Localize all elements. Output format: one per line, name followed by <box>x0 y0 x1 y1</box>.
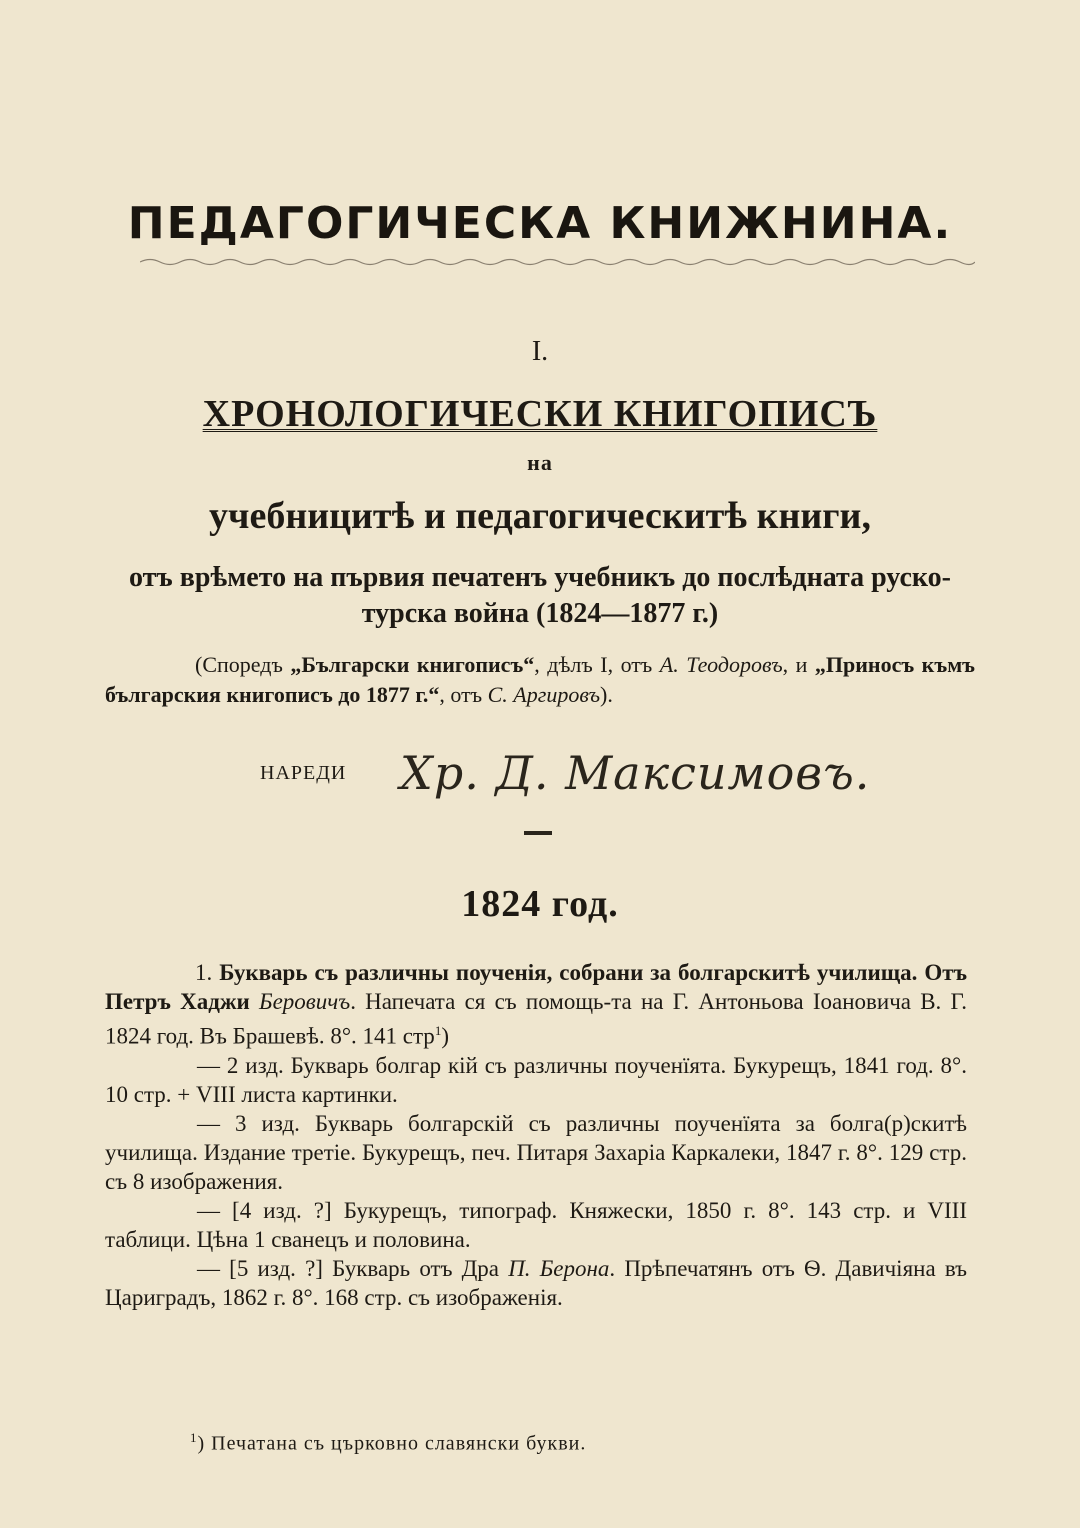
sources-note <box>105 650 975 710</box>
entry-text: — 2 изд. Букварь болгар кій съ различны поученїята. Букурещъ, 1841 год. 8°. 10 стр. <box>105 1052 967 1107</box>
entry <box>105 958 967 1051</box>
entries-list <box>105 958 967 1312</box>
sources-author-1: А. Теодоровъ <box>659 652 783 677</box>
section-number: I. <box>531 336 549 367</box>
entry-text: 1. <box>195 960 220 985</box>
entry-italic: Беровичъ <box>259 989 351 1014</box>
heading-textbooks: учебницитѣ и педагогическитѣ книги, <box>209 495 871 537</box>
heading-chronological: ХРОНОЛОГИЧЕСКИ КНИГОПИСЪ <box>202 393 878 435</box>
entry-text: . Прѣпечатянъ отъ Ѳ. Давичіяна въ Цариградъ, 1862 г. 8°. 168 стр. съ изображенія. <box>105 1255 968 1310</box>
sources-text-5: ). <box>600 682 613 707</box>
entry-text: — [5 изд. ?] Букварь отъ Дра <box>197 1255 509 1281</box>
entry-text: VIII листа картинки. <box>190 1081 398 1107</box>
compiled-by <box>260 746 960 812</box>
year-heading: 1824 год. <box>461 883 619 925</box>
author-signature: Хр. Д. Максимовъ. <box>400 746 871 800</box>
heading-na: на <box>527 450 553 475</box>
sources-book-1: „Български книгописъ“ <box>290 652 535 677</box>
sources-text-2: , дѣлъ I, отъ <box>534 652 660 677</box>
entry-text: — [4 изд. ?] Букурещъ, типограф. Княжески, 1850 г. 8°. 143 стр. и VIII таблици. Цѣна 1 сванецъ и половина. <box>105 1197 967 1252</box>
footnote-text: ) Печатана съ църковно славянски букви. <box>197 1432 587 1455</box>
footnote-mark: 1 <box>190 1430 198 1445</box>
entry <box>105 1109 967 1196</box>
entry-title: Букварь съ различны поученія, собрани за болгарскитѣ училища. Отъ Петръ Хаджи <box>105 960 967 1014</box>
compiled-label: НАРЕДИ <box>260 762 347 784</box>
entry-text: . Напечата ся съ помощь-та на Г. Антоньова Іоановича В. Г. 1824 год. Въ Брашевѣ. 8°. 141 стр <box>105 989 967 1049</box>
entry <box>105 1196 967 1254</box>
entry-plus: + <box>177 1081 191 1107</box>
entry <box>105 1254 967 1312</box>
footnote <box>190 1430 970 1456</box>
sources-text-4: , отъ <box>439 682 488 707</box>
entry-italic: П. Берона <box>508 1255 610 1281</box>
subtitle: отъ врѣмето на първия печатенъ учебникъ до послѣдната руско-турска война (1824—1877 г.) <box>129 562 951 629</box>
footnote-ref: 1 <box>434 1023 442 1038</box>
entry-text: — 3 изд. Букварь болгарскій съ различны поученїята за болга(р)скитѣ училища. Издание третіе. Букурещъ, печ. Питаря Захаріа Каркалеки, 1847 г. 8°. 129 стр. съ 8 изображения. <box>105 1110 967 1194</box>
entry <box>105 1051 967 1109</box>
sources-author-2: С. Аргировъ <box>487 682 600 707</box>
main-title: ПЕДАГОГИЧЕСКА КНИЖНИНА. <box>127 198 953 249</box>
dash-divider <box>524 831 552 835</box>
entry-text: ) <box>441 1023 449 1049</box>
sources-text-3: , и <box>782 652 815 677</box>
wavy-rule <box>140 256 975 268</box>
sources-text-1: (Споредъ <box>195 652 291 677</box>
sources-book-2: „Приносъ къмъ българския книгописъ до 1877 г.“ <box>105 652 976 707</box>
